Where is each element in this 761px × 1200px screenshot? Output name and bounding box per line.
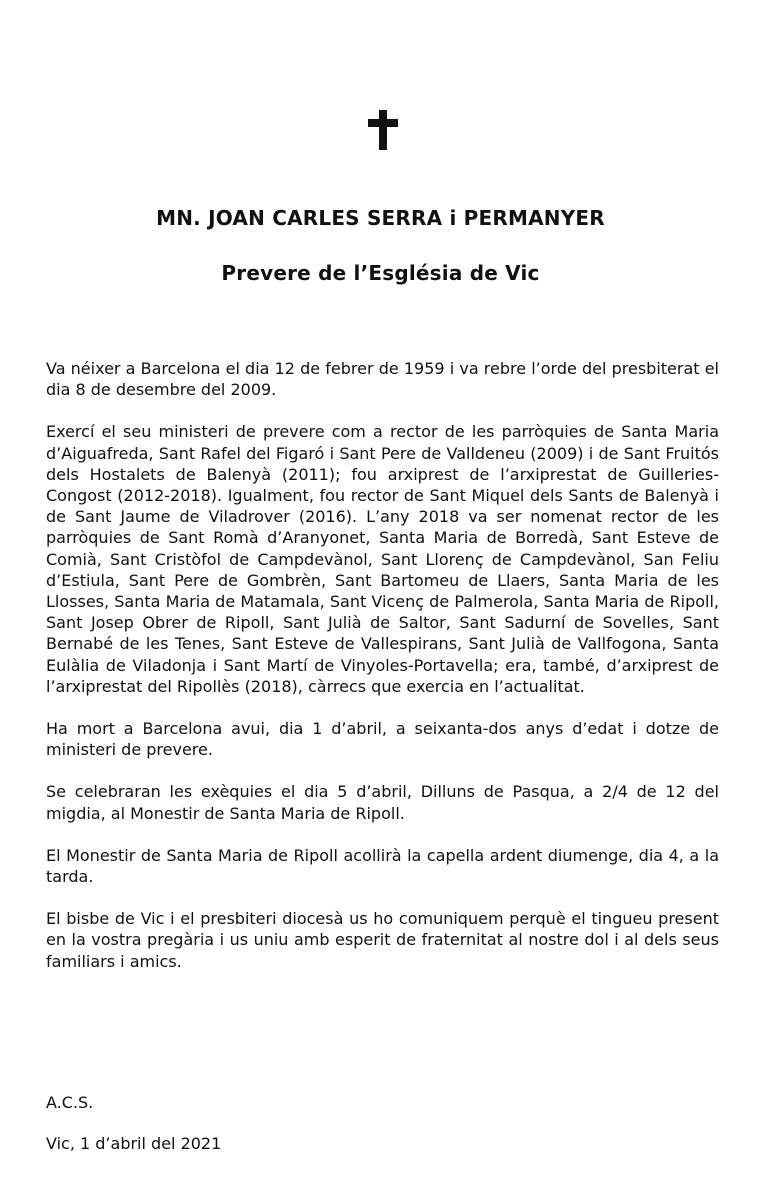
latin-cross-icon	[368, 110, 398, 150]
paragraph-birth-ordination: Va néixer a Barcelona el dia 12 de febrer de 1959 i va rebre l’orde del presbiterat el dia 8 de desembre del 2009.	[46, 359, 719, 400]
paragraph-death: Ha mort a Barcelona avui, dia 1 d’abril, a seixanta-dos anys d’edat i dotze de ministeri de prevere.	[46, 719, 719, 760]
acs-line: A.C.S.	[46, 1093, 94, 1112]
paragraph-ministry: Exercí el seu ministeri de prevere com a rector de les parròquies de Santa Maria d’Aiguafreda, Sant Rafel del Figaró i Sant Pere de Valldeneu (2009) i de Sant Fruitós dels Hostalets de Balenyà (2011); fou arxiprest de l’arxiprestat de Guilleries-Congost (2012-2018). Igualment, fou rector de Sant Miquel dels Sants de Balenyà i de Sant Jaume de Viladrover (2016). L’any 2018 va ser nomenat rector de les parròquies de Sant Romà d’Aranyonet, Santa Maria de Borredà, Sant Esteve de Comià, Sant Cristòfol de Campdevànol, Sant Llorenç de Campdevànol, San Feliu d’Estiula, Sant Pere de Gombrèn, Sant Bartomeu de Llaers, Santa Maria de les Llosses, Santa Maria de Matamala, Sant Vicenç de Palmerola, Santa Maria de Ripoll, Sant Josep Obrer de Ripoll, Sant Julià de Saltor, Sant Sadurní de Sovelles, Sant Bernabé de les Tenes, Sant Esteve de Vallespirans, Sant Julià de Vallfogona, Santa Eulàlia de Viladonja i Sant Martí de Vinyoles-Portavella; era, també, d’arxiprest de l’arxiprestat del Ripollès (2018), càrrecs que exercia en l’actualitat.	[46, 422, 719, 696]
paragraph-chapel: El Monestir de Santa Maria de Ripoll acollirà la capella ardent diumenge, dia 4, a la tarda.	[46, 845, 719, 887]
obituary-body	[46, 358, 719, 993]
date-line: Vic, 1 d’abril del 2021	[46, 1134, 222, 1153]
deceased-role: Prevere de l’Església de Vic	[221, 261, 540, 285]
paragraph-announcement: El bisbe de Vic i el presbiteri diocesà us ho comuniquem perquè el tingueu present en la vostra pregària i us uniu amb esperit de fraternitat al nostre dol i al dels seus familiars i amics.	[46, 909, 719, 971]
paragraph-funeral: Se celebraran les exèquies el dia 5 d’abril, Dilluns de Pasqua, a 2/4 de 12 del migdia, al Monestir de Santa Maria de Ripoll.	[46, 782, 719, 823]
deceased-name: MN. JOAN CARLES SERRA i PERMANYER	[156, 206, 605, 230]
